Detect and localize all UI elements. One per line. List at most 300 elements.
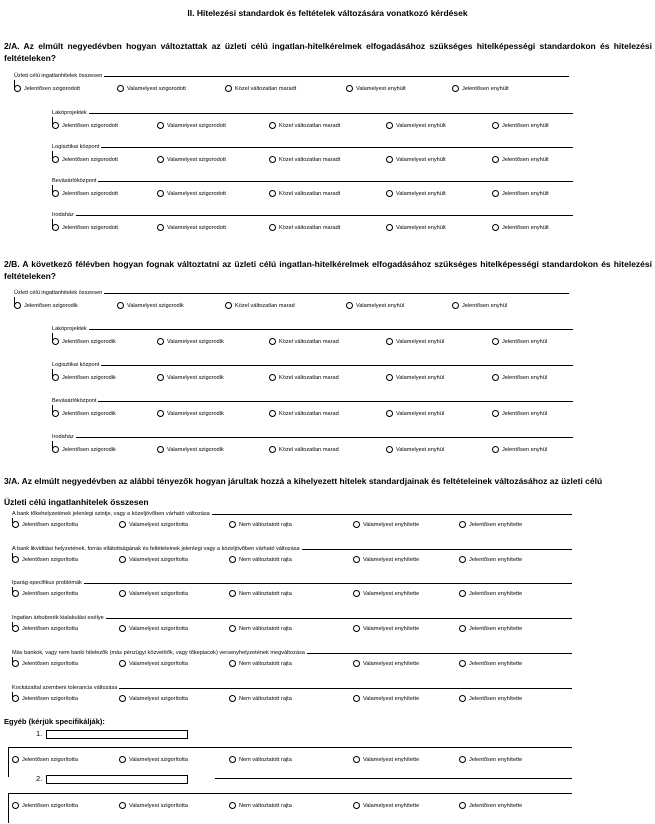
radio-button[interactable] [12,625,19,632]
radio-button[interactable] [386,190,393,197]
option-label: Valamelyest enyhítette [363,590,420,597]
radio-button[interactable] [157,446,164,453]
option-label: Jelentősen enyhítette [469,590,523,597]
option-label: Jelentősen szigorította [22,695,78,702]
radio-button[interactable] [119,556,126,563]
option-jelentosen-enyhult[interactable] [492,156,549,163]
option-label: Jelentősen szigorodott [62,122,118,129]
option-valamelyest-enyhult[interactable] [386,156,446,163]
option-valamelyest-enyhult[interactable] [346,85,406,92]
option-label: Valamelyest szigorodik [167,410,224,417]
option-valamelyest-szigorodik[interactable] [157,446,224,453]
radio-button[interactable] [225,85,232,92]
option-jelentosen-enyhult[interactable] [452,85,509,92]
option-valamelyest-enyhul[interactable] [386,374,444,381]
radio-button[interactable] [459,556,466,563]
option-jelentosen-enyhitette[interactable] [459,521,522,528]
option-label: Valamelyest szigorodik [167,374,224,381]
radio-button[interactable] [269,410,276,417]
option-jelentosen-enyhitette[interactable] [459,695,522,702]
radio-button[interactable] [269,374,276,381]
option-jelentosen-szigorodott[interactable] [52,224,118,231]
option-kozel-valtozatlan-maradt[interactable] [269,122,340,129]
option-valamelyest-szigorodik[interactable] [157,410,224,417]
radio-button[interactable] [157,374,164,381]
option-label: Valamelyest szigorította [129,556,188,563]
radio-button[interactable] [386,410,393,417]
option-valamelyest-enyhul[interactable] [386,446,444,453]
radio-button[interactable] [492,374,499,381]
option-kozel-valtozatlan-maradt[interactable] [269,190,340,197]
option-label: Jelentősen enyhítette [469,660,523,667]
option-label: Valamelyest szigorodott [167,122,226,129]
group-rule [52,437,573,438]
option-jelentosen-enyhult[interactable] [492,122,549,129]
option-label: Valamelyest enyhítette [363,802,420,809]
option-jelentosen-enyhul[interactable] [492,338,547,345]
option-jelentosen-szigoritotta[interactable] [12,521,78,528]
radio-button[interactable] [157,122,164,129]
option-label: Jelentősen enyhítette [469,802,523,809]
option-label: Jelentősen enyhítette [469,756,523,763]
radio-button[interactable] [157,410,164,417]
radio-button[interactable] [353,556,360,563]
radio-button[interactable] [14,85,21,92]
option-label: Valamelyest enyhült [396,156,446,163]
option-label: Közel változatlan maradt [279,224,341,231]
option-label: Valamelyest enyhítette [363,556,420,563]
option-kozel-valtozatlan-marad[interactable] [269,338,339,345]
option-valamelyest-szigoritotta[interactable] [119,660,188,667]
option-label: Jelentősen enyhül [502,338,548,345]
option-label: Jelentősen enyhül [502,446,548,453]
other-specify-input[interactable] [46,730,188,739]
option-kozel-valtozatlan-marad[interactable] [269,374,339,381]
option-nem-valtoztatott-rajta[interactable] [229,625,292,632]
group-rule [52,401,573,402]
option-label: Jelentősen szigorodik [24,302,78,309]
question-group [52,434,573,456]
option-jelentosen-enyhul[interactable] [492,374,547,381]
radio-button[interactable] [12,756,19,763]
section-3a-subheading: Üzleti célú ingatlanhitelek összesen [4,497,149,507]
option-jelentosen-enyhult[interactable] [492,224,549,231]
option-label: Jelentősen szigorodik [62,338,116,345]
section-2b-title: 2/B. A következő félévben hogyan fognak változtatni az üzleti célú ingatlan-hitelkérelmek elfogadásához szükséges hitelképességi standardokon és hitelezési feltételeken? [4,259,652,281]
option-valamelyest-szigorodott[interactable] [157,190,226,197]
option-jelentosen-enyhitette[interactable] [459,625,522,632]
group-legend: Üzleti célú ingatlanhitelek összesen [14,290,103,296]
radio-button[interactable] [119,590,126,597]
option-valamelyest-szigoritotta[interactable] [119,756,188,763]
radio-button[interactable] [452,85,459,92]
option-label: Jelentősen szigorította [22,625,78,632]
option-label: Valamelyest enyhül [396,338,445,345]
option-label: Jelentősen szigorodott [24,85,80,92]
option-jelentosen-szigorodik[interactable] [52,410,116,417]
option-label: Valamelyest szigorította [129,590,188,597]
radio-button[interactable] [52,410,59,417]
option-label: Nem változtatott rajta [239,556,292,563]
radio-button[interactable] [14,302,21,309]
option-valamelyest-szigorodik[interactable] [157,374,224,381]
box-rule [215,778,572,779]
radio-button[interactable] [157,190,164,197]
option-kozel-valtozatlan-marad[interactable] [269,410,339,417]
radio-button[interactable] [459,802,466,809]
option-valamelyest-szigorodik[interactable] [117,302,184,309]
radio-button[interactable] [492,224,499,231]
radio-button[interactable] [12,590,19,597]
radio-button[interactable] [353,590,360,597]
radio-button[interactable] [229,802,236,809]
radio-button[interactable] [157,338,164,345]
radio-button[interactable] [386,156,393,163]
radio-button[interactable] [229,590,236,597]
radio-button[interactable] [52,338,59,345]
option-jelentosen-szigorodik[interactable] [52,374,116,381]
radio-button[interactable] [386,338,393,345]
option-valamelyest-enyhitette[interactable] [353,625,419,632]
group-legend: Irodaház [52,434,74,440]
radio-button[interactable] [459,756,466,763]
radio-button[interactable] [52,224,59,231]
radio-button[interactable] [346,302,353,309]
radio-button[interactable] [353,625,360,632]
option-label: Nem változtatott rajta [239,756,292,763]
group-legend: Irodaház [52,212,74,218]
option-label: Jelentősen szigorodik [62,446,116,453]
radio-button[interactable] [229,756,236,763]
option-valamelyest-enyhitette[interactable] [353,695,419,702]
question-group [52,110,573,132]
option-jelentosen-szigoritotta[interactable] [12,625,78,632]
question-group [52,326,573,348]
option-valamelyest-szigorodott[interactable] [157,156,226,163]
group-rule [52,329,573,330]
group-legend: Bevásárlóközpont [52,398,97,404]
radio-button[interactable] [492,338,499,345]
option-nem-valtoztatott-rajta[interactable] [229,556,292,563]
radio-button[interactable] [12,660,19,667]
group-legend: Bevásárlóközpont [52,178,97,184]
question-group [52,178,573,200]
radio-button[interactable] [353,802,360,809]
radio-button[interactable] [52,374,59,381]
option-kozel-valtozatlan-maradt[interactable] [269,224,340,231]
group-rule [52,147,573,148]
radio-button[interactable] [229,660,236,667]
option-kozel-valtozatlan-maradt[interactable] [225,85,296,92]
radio-button[interactable] [119,660,126,667]
radio-button[interactable] [52,446,59,453]
option-label: Valamelyest szigorította [129,695,188,702]
option-nem-valtoztatott-rajta[interactable] [229,695,292,702]
option-valamelyest-szigoritotta[interactable] [119,556,188,563]
option-jelentosen-szigorodik[interactable] [52,446,116,453]
option-label: Jelentősen szigorodik [62,410,116,417]
option-jelentosen-szigoritotta[interactable] [12,556,78,563]
option-label: Jelentősen enyhült [502,156,549,163]
option-label: Valamelyest szigorodott [127,85,186,92]
option-valamelyest-enyhul[interactable] [386,410,444,417]
group-legend: A bank likviditási helyzetének, forrás ellátottságának és feltételeinek jelenlegi vagy a közeljövőben várható változása [12,546,300,552]
option-label: Nem változtatott rajta [239,802,292,809]
option-jelentosen-enyhitette[interactable] [459,660,522,667]
radio-button[interactable] [459,695,466,702]
radio-button[interactable] [119,756,126,763]
option-label: Valamelyest enyhült [396,224,446,231]
option-label: Közel változatlan maradt [279,122,341,129]
group-legend: Más bankok, vagy nem banki hitelezők (más pénzügyi közvetítők, vagy tőkepiacok) versenyhelyzetének megváltozása [12,650,305,656]
option-valamelyest-szigorodott[interactable] [157,122,226,129]
radio-button[interactable] [52,122,59,129]
option-jelentosen-szigorodik[interactable] [52,338,116,345]
radio-button[interactable] [12,556,19,563]
box-rule-left [8,793,9,823]
option-label: Valamelyest enyhült [396,190,446,197]
radio-button[interactable] [492,446,499,453]
group-rule [52,181,573,182]
option-nem-valtoztatott-rajta[interactable] [229,660,292,667]
option-valamelyest-enyhult[interactable] [386,122,446,129]
radio-button[interactable] [353,756,360,763]
question-group [14,290,569,312]
option-valamelyest-enyhitette[interactable] [353,521,419,528]
option-jelentosen-szigoritotta[interactable] [12,590,78,597]
option-label: Jelentősen szigorította [22,802,78,809]
option-jelentosen-enyhult[interactable] [492,190,549,197]
radio-button[interactable] [157,224,164,231]
option-label: Közel változatlan maradt [279,156,341,163]
radio-button[interactable] [492,410,499,417]
radio-button[interactable] [459,660,466,667]
option-label: Jelentősen enyhült [462,85,509,92]
other-options-row [12,802,572,814]
option-label: Valamelyest enyhül [396,410,445,417]
option-valamelyest-enyhitette[interactable] [353,802,419,809]
question-group [12,546,572,566]
option-label: Valamelyest enyhül [356,302,405,309]
option-label: Valamelyest szigorodik [167,446,224,453]
option-label: Nem változtatott rajta [239,660,292,667]
option-label: Közel változatlan marad [235,302,295,309]
option-label: Valamelyest szigorodik [127,302,184,309]
option-label: Közel változatlan marad [279,338,339,345]
option-label: Jelentősen enyhül [502,410,548,417]
box-rule-left [8,747,9,777]
option-jelentosen-szigoritotta[interactable] [12,695,78,702]
radio-button[interactable] [269,190,276,197]
option-label: Jelentősen szigorította [22,756,78,763]
other-item-number: 1. [36,729,43,738]
question-group [52,212,573,234]
other-label: Egyéb (kérjük specifikálják): [4,717,105,726]
option-valamelyest-enyhul[interactable] [386,338,444,345]
radio-button[interactable] [229,695,236,702]
radio-button[interactable] [269,224,276,231]
option-valamelyest-enyhul[interactable] [346,302,404,309]
radio-button[interactable] [492,190,499,197]
option-label: Közel változatlan marad [279,410,339,417]
option-label: Nem változtatott rajta [239,521,292,528]
option-kozel-valtozatlan-maradt[interactable] [269,156,340,163]
group-legend: Logisztikai központ [52,362,100,368]
radio-button[interactable] [157,156,164,163]
question-group [52,398,573,420]
option-label: Jelentősen szigorodott [62,224,118,231]
radio-button[interactable] [386,374,393,381]
radio-button[interactable] [229,556,236,563]
option-jelentosen-szigorodik[interactable] [14,302,78,309]
option-valamelyest-szigoritotta[interactable] [119,521,188,528]
option-nem-valtoztatott-rajta[interactable] [229,521,292,528]
option-jelentosen-szigoritotta[interactable] [12,802,78,809]
radio-button[interactable] [52,156,59,163]
option-jelentosen-enyhul[interactable] [492,446,547,453]
option-label: Valamelyest szigorodott [167,190,226,197]
radio-button[interactable] [119,802,126,809]
radio-button[interactable] [353,695,360,702]
option-jelentosen-enyhitette[interactable] [459,802,522,809]
option-label: Valamelyest szigorította [129,625,188,632]
option-jelentosen-szigorodott[interactable] [52,190,118,197]
option-label: Valamelyest szigorította [129,756,188,763]
option-nem-valtoztatott-rajta[interactable] [229,590,292,597]
option-label: Valamelyest szigorította [129,521,188,528]
group-legend: Iparág-specifikus problémák [12,580,82,586]
option-jelentosen-enyhul[interactable] [452,302,507,309]
radio-button[interactable] [452,302,459,309]
radio-button[interactable] [119,521,126,528]
radio-button[interactable] [492,122,499,129]
radio-button[interactable] [492,156,499,163]
option-label: Jelentősen szigorította [22,590,78,597]
option-label: Valamelyest szigorodott [167,156,226,163]
option-label: Valamelyest enyhítette [363,695,420,702]
question-group [52,362,573,384]
option-jelentosen-szigorodott[interactable] [52,156,118,163]
question-group [12,685,572,705]
section-3a-title: 3/A. Az elmúlt negyedévben az alábbi tényezők hogyan járultak hozzá a kihelyezett hitelek standardjainak és feltételeinek változásához az üzleti célú [4,476,603,486]
option-label: Nem változtatott rajta [239,695,292,702]
option-kozel-valtozatlan-marad[interactable] [269,446,339,453]
radio-button[interactable] [269,446,276,453]
radio-button[interactable] [119,695,126,702]
option-label: Közel változatlan marad [279,374,339,381]
group-rule [52,215,573,216]
question-group [12,580,572,600]
other-item-number: 2. [36,774,43,783]
option-jelentosen-enyhitette[interactable] [459,556,522,563]
option-valamelyest-szigorodott[interactable] [157,224,226,231]
option-label: Jelentősen enyhült [502,122,549,129]
radio-button[interactable] [386,224,393,231]
radio-button[interactable] [386,446,393,453]
radio-button[interactable] [459,590,466,597]
option-label: Jelentősen enyhítette [469,695,523,702]
option-valamelyest-enyhitette[interactable] [353,590,419,597]
option-valamelyest-szigoritotta[interactable] [119,590,188,597]
option-label: Nem változtatott rajta [239,625,292,632]
radio-button[interactable] [12,802,19,809]
option-label: Jelentősen enyhítette [469,625,523,632]
radio-button[interactable] [269,122,276,129]
option-jelentosen-enyhitette[interactable] [459,590,522,597]
option-valamelyest-szigoritotta[interactable] [119,695,188,702]
radio-button[interactable] [12,695,19,702]
option-valamelyest-enyhitette[interactable] [353,660,419,667]
option-label: Valamelyest enyhítette [363,625,420,632]
radio-button[interactable] [12,521,19,528]
other-specify-input[interactable] [46,775,188,784]
option-valamelyest-enyhitette[interactable] [353,556,419,563]
radio-button[interactable] [353,660,360,667]
option-label: Jelentősen enyhült [502,224,549,231]
option-jelentosen-szigoritotta[interactable] [12,756,78,763]
option-label: Jelentősen szigorodik [62,374,116,381]
option-jelentosen-szigorodott[interactable] [14,85,80,92]
option-label: Valamelyest enyhült [396,122,446,129]
radio-button[interactable] [269,338,276,345]
option-label: Valamelyest enyhül [396,374,445,381]
option-label: Jelentősen enyhült [502,190,549,197]
option-valamelyest-szigorodott[interactable] [117,85,186,92]
option-label: Nem változtatott rajta [239,590,292,597]
option-label: Jelentősen enyhül [502,374,548,381]
option-kozel-valtozatlan-marad[interactable] [225,302,295,309]
radio-button[interactable] [353,521,360,528]
radio-button[interactable] [52,190,59,197]
option-valamelyest-enyhult[interactable] [386,224,446,231]
option-valamelyest-szigoritotta[interactable] [119,625,188,632]
option-label: Jelentősen szigorította [22,556,78,563]
option-label: Valamelyest szigorította [129,660,188,667]
option-valamelyest-szigorodik[interactable] [157,338,224,345]
option-jelentosen-szigoritotta[interactable] [12,660,78,667]
radio-button[interactable] [346,85,353,92]
option-label: Valamelyest enyhítette [363,521,420,528]
radio-button[interactable] [459,625,466,632]
option-nem-valtoztatott-rajta[interactable] [229,756,292,763]
option-label: Jelentősen szigorította [22,660,78,667]
section-2a-title: 2/A. Az elmúlt negyedévben hogyan változtattak az üzleti célú ingatlan-hitelkérelmek elfogadásához szükséges hitelképességi standardokon és hitelezési feltételeken? [4,41,652,63]
option-valamelyest-szigoritotta[interactable] [119,802,188,809]
option-nem-valtoztatott-rajta[interactable] [229,802,292,809]
option-jelentosen-enyhitette[interactable] [459,756,522,763]
radio-button[interactable] [269,156,276,163]
option-label: Valamelyest szigorította [129,802,188,809]
radio-button[interactable] [119,625,126,632]
box-rule [8,747,572,748]
radio-button[interactable] [229,521,236,528]
option-valamelyest-enyhitette[interactable] [353,756,419,763]
group-legend: Üzleti célú ingatlanhitelek összesen [14,73,103,79]
option-label: Jelentősen enyhítette [469,556,523,563]
radio-button[interactable] [117,302,124,309]
option-valamelyest-enyhult[interactable] [386,190,446,197]
option-jelentosen-enyhul[interactable] [492,410,547,417]
option-jelentosen-szigorodott[interactable] [52,122,118,129]
radio-button[interactable] [386,122,393,129]
radio-button[interactable] [117,85,124,92]
option-label: Valamelyest szigorodott [167,224,226,231]
radio-button[interactable] [459,521,466,528]
radio-button[interactable] [225,302,232,309]
option-label: Valamelyest enyhítette [363,660,420,667]
option-label: Valamelyest enyhült [356,85,406,92]
radio-button[interactable] [229,625,236,632]
